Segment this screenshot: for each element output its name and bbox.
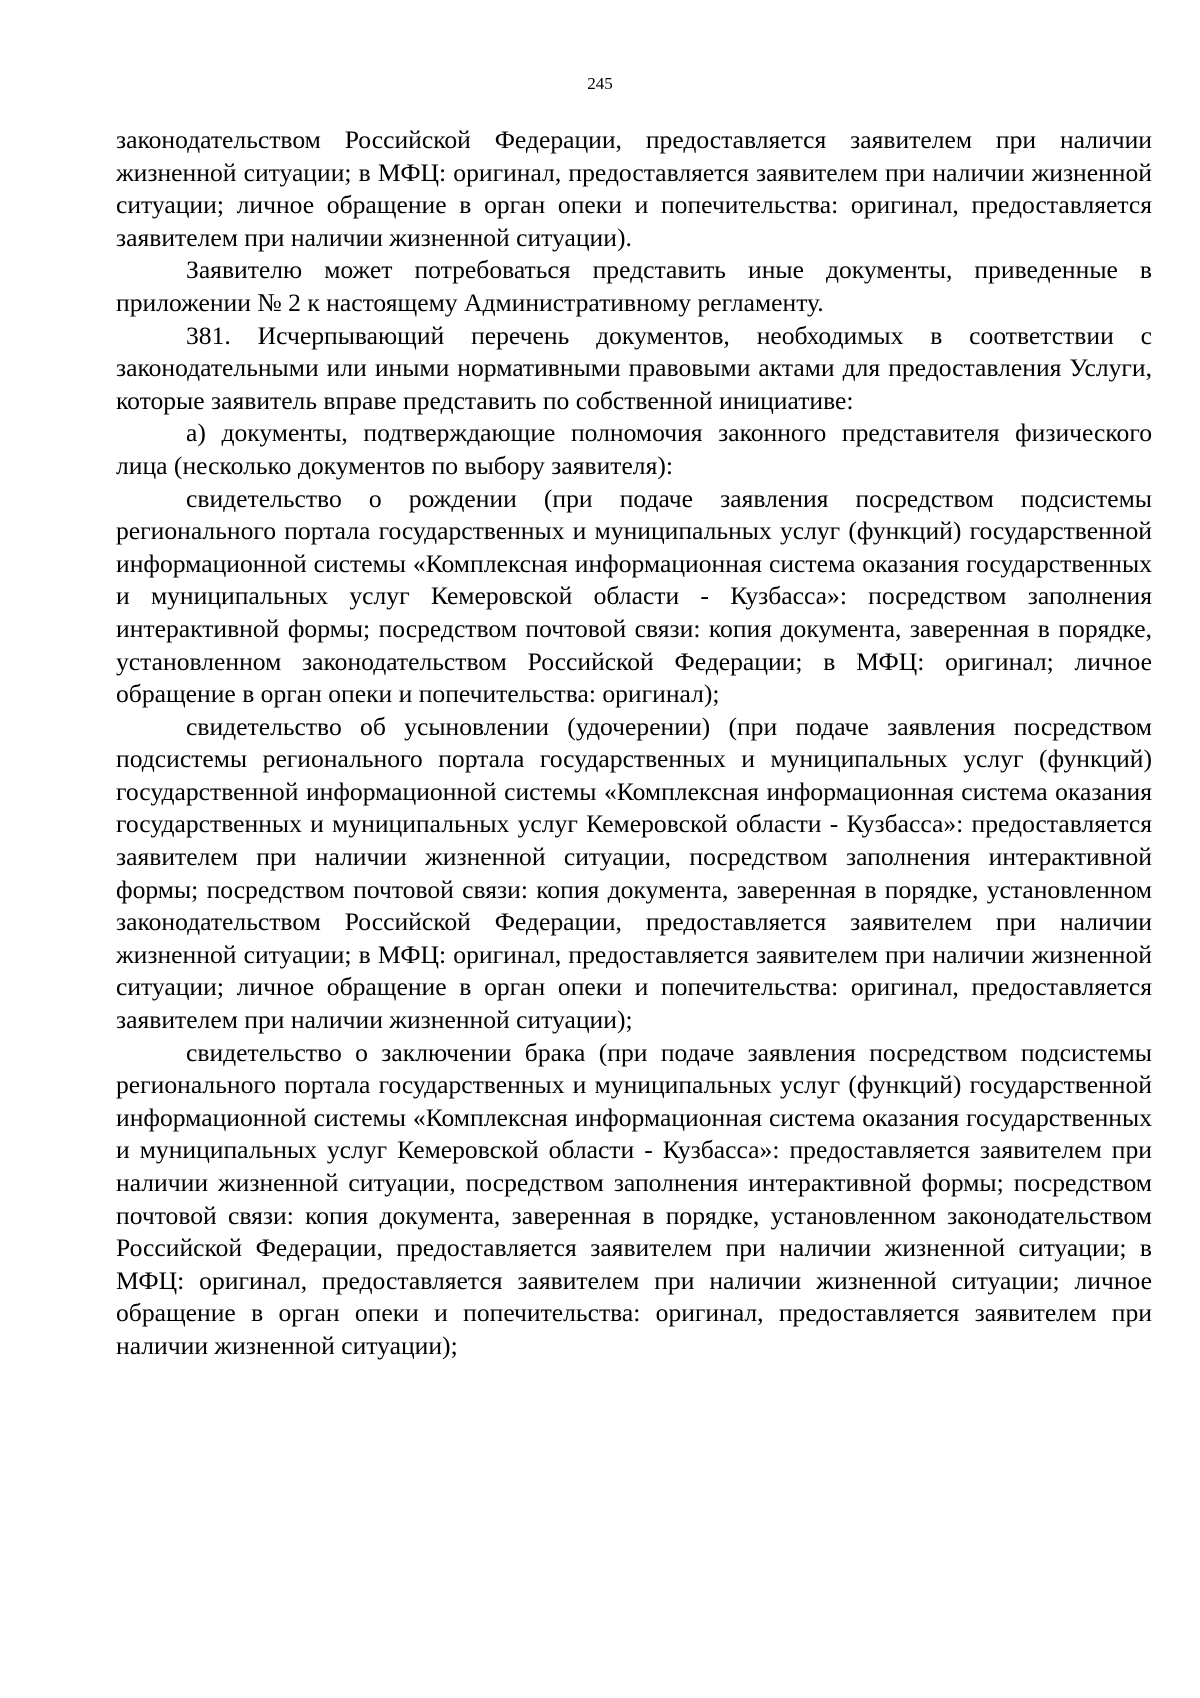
paragraph-item-a: а) документы, подтверждающие полномочия законного представителя физического лица (несколько документов по выбору заявителя):: [116, 418, 1152, 480]
paragraph-birth-certificate: свидетельство о рождении (при подаче заявления посредством подсистемы регионального портала государственных и муниципальных услуг (функций) государственной информационной системы «Комплексная информационная система оказания государственных и муниципальных услуг Кемеровской области - Кузбасса»: посредством заполнения интерактивной формы; посредством почтовой связи: копия документа, заверенная в порядке, установленном законодательством Российской Федерации; в МФЦ: оригинал; личное обращение в орган опеки и попечительства: оригинал);: [116, 483, 1152, 709]
document-body: [116, 124, 1152, 1363]
paragraph-adoption-certificate: свидетельство об усыновлении (удочерении) (при подаче заявления посредством подсистемы регионального портала государственных и муниципальных услуг (функций) государственной информационной системы «Комплексная информационная система оказания государственных и муниципальных услуг Кемеровской области - Кузбасса»: предоставляется заявителем при наличии жизненной ситуации, посредством заполнения интерактивной формы; посредством почтовой связи: копия документа, заверенная в порядке, установленном законодательством Российской Федерации, предоставляется заявителем при наличии жизненной ситуации; в МФЦ: оригинал, предоставляется заявителем при наличии жизненной ситуации; личное обращение в орган опеки и попечительства: оригинал, предоставляется заявителем при наличии жизненной ситуации);: [116, 711, 1152, 1035]
paragraph-additional-documents: Заявителю может потребоваться представить иные документы, приведенные в приложении № 2 к настоящему Административному регламенту.: [116, 255, 1152, 317]
paragraph-continuation: законодательством Российской Федерации, предоставляется заявителем при наличии жизненной ситуации; в МФЦ: оригинал, предоставляется заявителем при наличии жизненной ситуации; личное обращение в орган опеки и попечительства: оригинал, предоставляется заявителем при наличии жизненной ситуации).: [116, 125, 1152, 252]
paragraph-381: 381. Исчерпывающий перечень документов, необходимых в соответствии с законодательными или иными нормативными правовыми актами для предоставления Услуги, которые заявитель вправе представить по собственной инициативе:: [116, 320, 1152, 415]
page-number: 245: [587, 74, 613, 93]
paragraph-marriage-certificate: свидетельство о заключении брака (при подаче заявления посредством подсистемы регионального портала государственных и муниципальных услуг (функций) государственной информационной системы «Комплексная информационная система оказания государственных и муниципальных услуг Кемеровской области - Кузбасса»: предоставляется заявителем при наличии жизненной ситуации, посредством заполнения интерактивной формы; посредством почтовой связи: копия документа, заверенная в порядке, установленном законодательством Российской Федерации, предоставляется заявителем при наличии жизненной ситуации; в МФЦ: оригинал, предоставляется заявителем при наличии жизненной ситуации; личное обращение в орган опеки и попечительства: оригинал, предоставляется заявителем при наличии жизненной ситуации);: [116, 1037, 1152, 1360]
